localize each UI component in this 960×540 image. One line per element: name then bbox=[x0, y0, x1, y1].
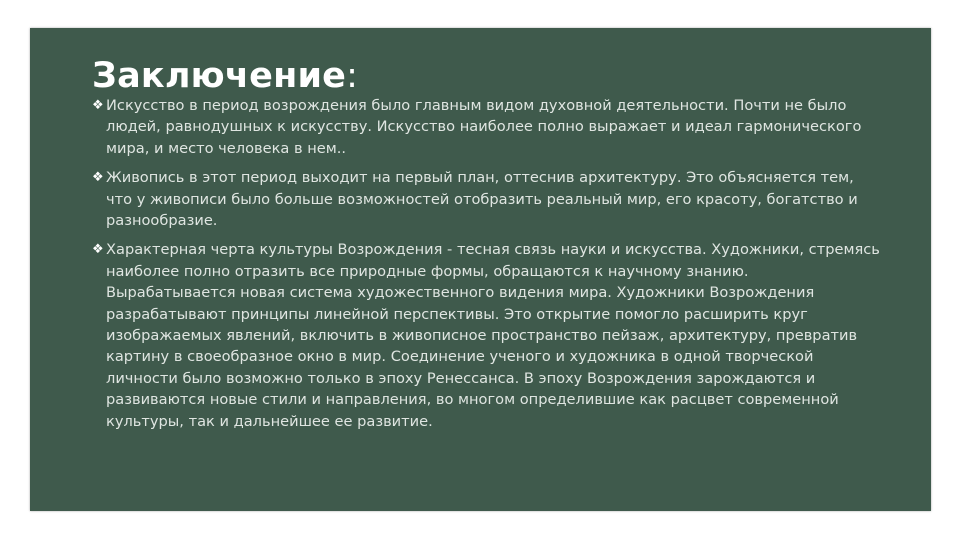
bullet-text: Искусство в период возрождения было главным видом духовной деятельности. Почти не было людей, равнодушных к искусству. Искусство наиболее полно выражает и идеал гармонического мира, и место человека в нем.. bbox=[106, 97, 862, 157]
bullet-item bbox=[92, 167, 882, 231]
diamond-bullet-icon: ❖ bbox=[92, 98, 104, 113]
bullet-item bbox=[92, 239, 882, 432]
slide bbox=[30, 28, 931, 511]
bullet-list bbox=[92, 95, 882, 440]
bullet-text: Характерная черта культуры Возрождения - тесная связь науки и искусства. Художники, стремясь наиболее полно отразить все природные формы, обращаются к научному знанию. Вырабатывается новая система художественного видения мира. Художники Возрождения разрабатывают принципы линейной перспективы. Это открытие помогло расширить круг изображаемых явлений, включить в живописное пространство пейзаж, архитектуру, превратив картину в своеобразное окно в мир. Соединение ученого и художника в одной творческой личности было возможно только в эпоху Ренессанса. В эпоху Возрождения зарождаются и развиваются новые стили и направления, во многом определившие как расцвет современной культуры, так и дальнейшее ее развитие. bbox=[106, 241, 880, 430]
slide-title-text: Заключение bbox=[92, 56, 347, 96]
bullet-text: Живопись в этот период выходит на первый план, оттеснив архитектуру. Это объясняется тем, что у живописи было больше возможностей отобразить реальный мир, его красоту, богатство и разнообразие. bbox=[106, 169, 858, 230]
slide-title bbox=[92, 56, 358, 96]
diamond-bullet-icon: ❖ bbox=[92, 170, 104, 186]
diamond-bullet-icon: ❖ bbox=[92, 242, 104, 258]
slide-title-colon: : bbox=[346, 56, 359, 96]
bullet-item bbox=[92, 95, 882, 159]
